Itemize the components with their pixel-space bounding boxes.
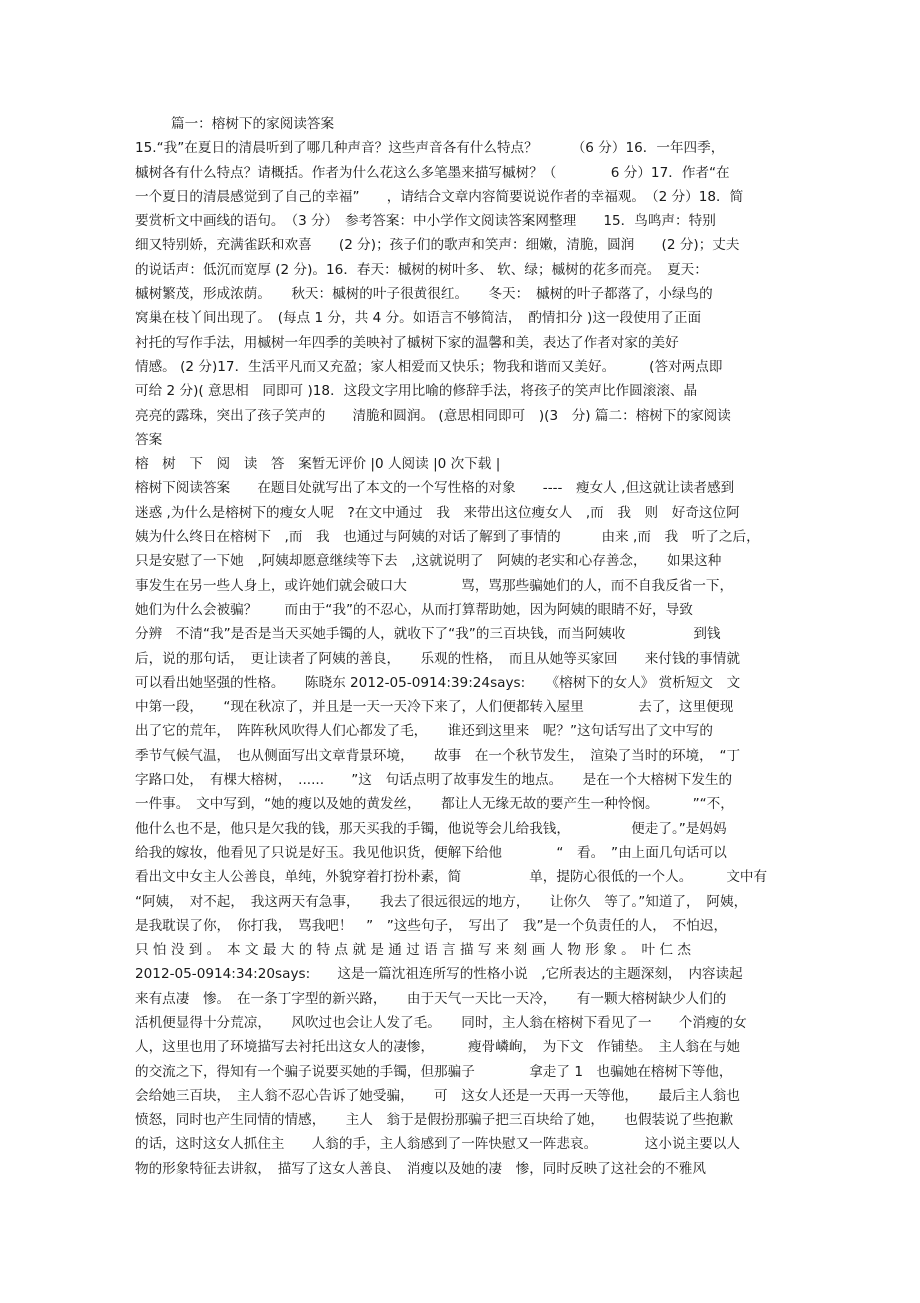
text-line: 可给 2 分)( 意思相 同即可 )18．这段文字用比喻的修辞手法，将孩子的笑声比作圆滚滚、晶 bbox=[135, 383, 698, 400]
text-line: 只是安慰了一下她 ,阿姨却愿意继续等下去 ,这就说明了 阿姨的老实和心存善念， 如果这种 bbox=[135, 553, 722, 570]
text-line: 的说话声：低沉而宽厚 (2 分)。16．春天：槭树的树叶多、 软、绿；槭树的花多而亮。 夏天： bbox=[135, 261, 708, 278]
text-line: 的话，这时这女人抓住主 人翁的手，主人翁感到了一阵快慰又一阵悲哀。 这小说主要以人 bbox=[135, 1136, 740, 1153]
text-line: 细又特别娇，充满雀跃和欢喜 (2 分)；孩子们的歌声和笑声：细嫩，清脆，圆润 (2 分)；丈夫 bbox=[135, 237, 740, 254]
section-heading: 榕 树 下 阅 读 答 案暂无评价 |0 人阅读 |0 次下载 | bbox=[135, 456, 501, 473]
text-line: 人，这里也用了环境描写去衬托出这女人的凄惨， 瘦骨嶙峋， 为下文 作铺垫。 主人翁在与她 bbox=[135, 1039, 740, 1056]
text-line: 他什么也不是，他只是欠我的钱，那天买我的手镯，他说等会儿给我钱， 便走了。”是妈妈 bbox=[135, 820, 727, 837]
text-line: 槭树繁茂，形成浓荫。 秋天：槭树的叶子很黄很红。 冬天： 槭树的叶子都落了，小绿鸟的 bbox=[135, 286, 713, 303]
text-line: 迷惑 ,为什么是榕树下的瘦女人呢 ?在文中通过 我 来带出这位瘦女人 ,而 我 则 好奇这位阿 bbox=[135, 504, 740, 521]
text-line: 给我的嫁妆，他看见了只说是好玉。我见他识货，便解下给他 “ 看。 ”由上面几句话可以 bbox=[135, 844, 727, 861]
text-line: 窝巢在枝丫间出现了。 (每点 1 分，共 4 分。如语言不够简洁， 酌情扣分 )这一段使用了正面 bbox=[135, 310, 702, 327]
text-line: 答案 bbox=[135, 431, 163, 448]
text-line: 衬托的写作手法，用槭树一年四季的美映衬了槭树下家的温馨和美，表达了作者对家的美好 bbox=[135, 334, 679, 351]
text-line: 一个夏日的清晨感觉到了自己的幸福” ，请结合文章内容简要说说作者的幸福观。 （2 分）18．简 bbox=[135, 188, 744, 205]
text-line: 来有点凄 惨。 在一条丁字型的新兴路， 由于天气一天比一天冷， 有一颗大榕树缺少人们的 bbox=[135, 990, 727, 1007]
text-line: 姨为什么终日在榕树下 ,而 我 也通过与阿姨的对话了解到了事情的 由来 ,而 我 听了之后， bbox=[135, 529, 760, 546]
text-line: 分辨 不清“我”是否是当天买她手镯的人，就收下了“我”的三百块钱，而当阿姨收 到钱 bbox=[135, 626, 721, 643]
text-line: 只 怕 没 到 。 本 文 最 大 的 特 点 就 是 通 过 语 言 描 写 来 刻 画 人 物 形 象 。 叶 仁 杰 bbox=[135, 942, 691, 959]
text-line: 事发生在另一些人身上，或许她们就会破口大 骂，骂那些骗她们的人，而不自我反省一下， bbox=[135, 577, 734, 594]
text-line: 愤怒，同时也产生同情的情感， 主人 翁于是假扮那骗子把三百块给了她， 也假装说了些抱歉 bbox=[135, 1112, 734, 1129]
text-line: 字路口处， 有棵大榕树， ...... ”这 句话点明了故事发生的地点。 是在一个大榕树下发生的 bbox=[135, 772, 733, 789]
text-line: 榕树下阅读答案 在题目处就写出了本文的一个写性格的对象 ---- 瘦女人 ,但这就让读者感到 bbox=[135, 480, 735, 497]
text-line: 情感。 (2 分)17．生活平凡而又充盈；家人相爱而又快乐；物我和谐而又美好。 (答对两点即 bbox=[135, 358, 723, 375]
text-line: 后，说的那句话， 更让读者了阿姨的善良， 乐观的性格， 而且从她等买家回 来付钱的事情就 bbox=[135, 650, 740, 667]
text-line: 可以看出她坚强的性格。 陈晓东 2012-05-0914:39:24says: 《榕树下的女人》 赏析短文 文 bbox=[135, 674, 741, 691]
text-line: 看出文中女主人公善良，单纯，外貌穿着打扮朴素，简 单，提防心很低的一个人。 文中有 bbox=[135, 869, 768, 886]
text-line: 要赏析文中画线的语句。 （3 分） 参考答案：中小学作文阅读答案网整理 15．鸟鸣声：特别 bbox=[135, 213, 716, 230]
text-line: 中第一段， “现在秋凉了，并且是一天一天冷下来了，人们便都转入屋里 去了，这里便现 bbox=[135, 699, 734, 716]
text-line: 15.“我”在夏日的清晨听到了哪几种声音？这些声音各有什么特点？ （6 分）16．一年四季， bbox=[135, 140, 725, 157]
text-line: 会给她三百块， 主人翁不忍心告诉了她受骗， 可 这女人还是一天再一天等他， 最后主人翁也 bbox=[135, 1087, 740, 1104]
text-line: 槭树各有什么特点？请概括。作者为什么花这么多笔墨来描写槭树？（ 6 分）17．作者“在 bbox=[135, 164, 730, 181]
text-line: 是我耽误了你， 你打我， 骂我吧！ ” ”这些句子， 写出了 我”是一个负责任的人， 不怕迟， bbox=[135, 917, 728, 934]
document-body bbox=[135, 112, 785, 1181]
text-line: 她们为什么会被骗？ 而由于“我”的不忍心，从而打算帮助她，因为阿姨的眼睛不好，导致 bbox=[135, 601, 693, 618]
text-line: 出了它的荒年， 阵阵秋风吹得人们心都发了毛， 谁还到这里来 呢？”这句话写出了文中写的 bbox=[135, 723, 713, 740]
document-title: 篇一：榕树下的家阅读答案 bbox=[171, 116, 335, 132]
text-line: 亮亮的露珠，突出了孩子笑声的 清脆和圆润。 (意思相同即可 )(3 分) 篇二：榕树下的家阅读 bbox=[135, 407, 731, 424]
text-line: 物的形象特征去讲叙， 描写了这女人善良、 消瘦以及她的凄 惨，同时反映了这社会的不雅风 bbox=[135, 1160, 706, 1177]
text-line: 一件事。 文中写到，“她的瘦以及她的黄发丝， 都让人无缘无故的要产生一种怜悯。 ”“不， bbox=[135, 796, 734, 813]
text-line: 季节气候气温， 也从侧面写出文章背景环境， 故事 在一个秋节发生， 渲染了当时的环境， “丁 bbox=[135, 747, 741, 764]
text-line: 活机便显得十分荒凉， 风吹过也会让人发了毛。 同时，主人翁在榕树下看见了一 个消瘦的女 bbox=[135, 1014, 747, 1031]
text-line: 2012-05-0914:34:20says: 这是一篇沈祖连所写的性格小说 ,它所表达的主题深刻， 内容读起 bbox=[135, 966, 743, 983]
text-line: “阿姨， 对不起， 我这两天有急事， 我去了很远很远的地方， 让你久 等了。”知道了， 阿姨， bbox=[135, 893, 748, 910]
text-line: 的交流之下，得知有一个骗子说要买她的手镯，但那骗子 拿走了 1 也骗她在榕树下等他， bbox=[135, 1063, 733, 1080]
